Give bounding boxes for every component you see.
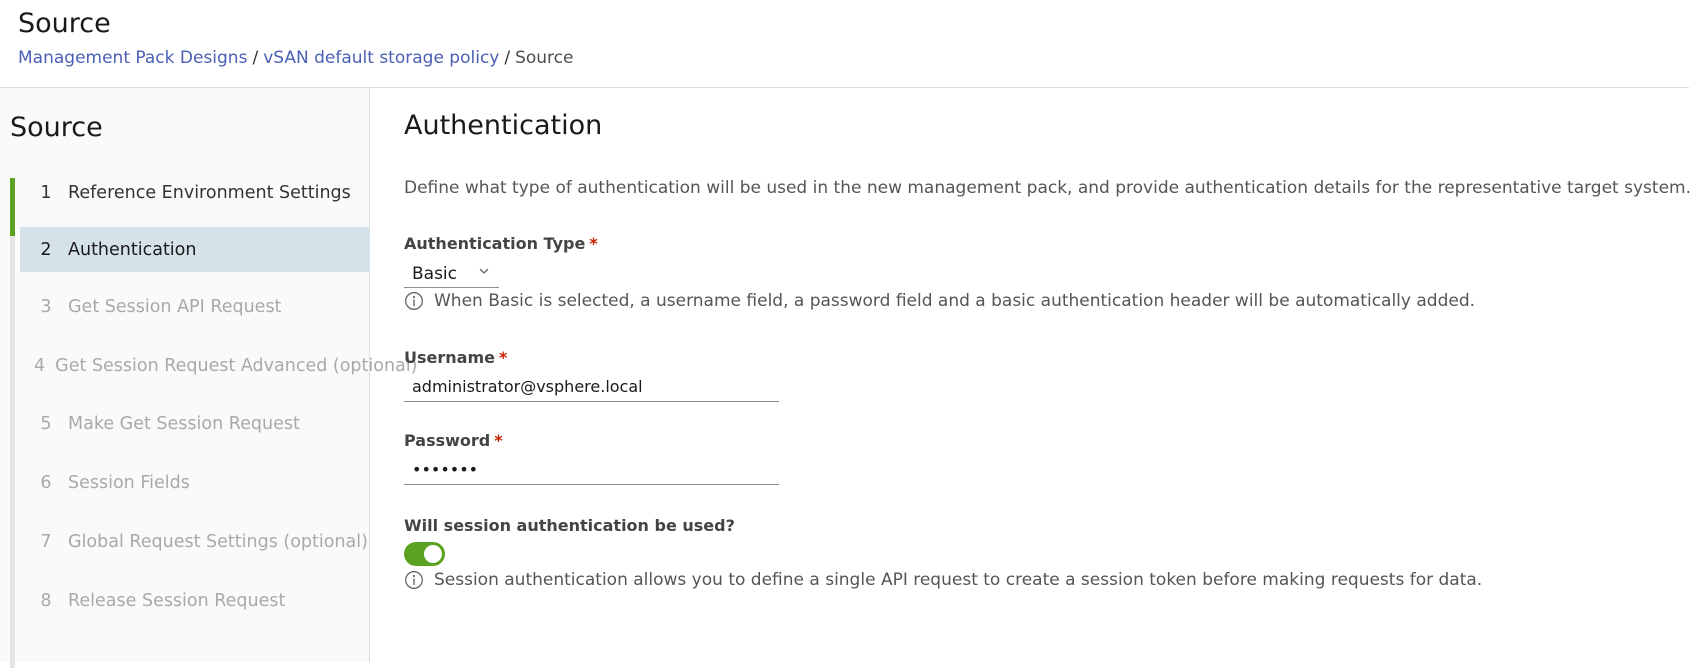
- step-get-session-request-advanced[interactable]: [20, 343, 418, 388]
- step-label: Session Fields: [68, 472, 190, 493]
- step-authentication[interactable]: [20, 227, 370, 272]
- breadcrumb-link-vsan-policy[interactable]: vSAN default storage policy: [263, 48, 500, 68]
- step-number: 7: [40, 531, 52, 552]
- auth-type-helper: [404, 291, 1475, 311]
- auth-type-helper-text: When Basic is selected, a username field, a password field and a basic authentication header will be automatically added.: [434, 291, 1476, 311]
- step-number: 5: [40, 413, 52, 434]
- step-number: 3: [40, 296, 52, 317]
- password-label-text: Password: [404, 431, 491, 450]
- page-title: Source: [18, 8, 111, 39]
- username-label-text: Username: [404, 348, 495, 367]
- step-number: 2: [40, 239, 52, 260]
- breadcrumb-current: Source: [515, 48, 574, 68]
- breadcrumb-link-management-pack-designs[interactable]: Management Pack Designs: [18, 48, 248, 68]
- password-input[interactable]: [404, 455, 779, 485]
- breadcrumb-separator: /: [252, 48, 259, 68]
- step-session-fields[interactable]: [20, 460, 370, 505]
- required-marker: *: [494, 431, 503, 450]
- auth-type-selected-value: Basic: [412, 263, 458, 284]
- section-title: Authentication: [404, 110, 603, 141]
- chevron-down-icon: [477, 264, 491, 278]
- step-get-session-api-request[interactable]: [20, 284, 370, 329]
- step-label: Get Session Request Advanced (optional): [55, 355, 418, 376]
- step-label: Global Request Settings (optional): [68, 531, 368, 552]
- breadcrumb-separator: /: [504, 48, 511, 68]
- wizard-sidebar: [0, 88, 418, 662]
- password-label: [404, 431, 503, 450]
- session-auth-toggle[interactable]: [404, 542, 445, 566]
- steps-progress-indicator: [10, 178, 15, 236]
- step-global-request-settings[interactable]: [20, 519, 370, 564]
- required-marker: *: [589, 234, 598, 253]
- step-label: Release Session Request: [68, 590, 286, 611]
- step-reference-environment-settings[interactable]: [20, 170, 370, 215]
- step-release-session-request[interactable]: [20, 578, 370, 623]
- section-description: Define what type of authentication will be used in the new management pack, and provide authentication details for the representative target system.: [404, 178, 1691, 198]
- steps-track: [10, 178, 15, 668]
- auth-type-select[interactable]: [404, 260, 499, 288]
- step-label: Authentication: [68, 239, 197, 260]
- username-label: [404, 348, 507, 367]
- auth-type-label-text: Authentication Type: [404, 234, 586, 253]
- auth-type-label: [404, 234, 598, 253]
- info-icon: [404, 570, 424, 590]
- step-number: 6: [40, 472, 52, 493]
- toggle-knob: [424, 545, 442, 563]
- step-label: Get Session API Request: [68, 296, 282, 317]
- breadcrumb: [18, 48, 573, 68]
- main-content: [371, 88, 1689, 662]
- step-number: 8: [40, 590, 52, 611]
- info-icon: [404, 291, 424, 311]
- session-auth-helper: [404, 570, 1482, 590]
- step-label: Make Get Session Request: [68, 413, 300, 434]
- step-make-get-session-request[interactable]: [20, 401, 370, 446]
- step-number: 1: [40, 182, 52, 203]
- session-auth-helper-text: Session authentication allows you to define a single API request to create a session token before making requests for data.: [434, 570, 1483, 590]
- sidebar-title: Source: [10, 112, 103, 143]
- step-label: Reference Environment Settings: [68, 182, 351, 203]
- username-input[interactable]: [404, 372, 779, 402]
- page-header: [0, 0, 1689, 88]
- session-auth-label: Will session authentication be used?: [404, 516, 735, 535]
- required-marker: *: [498, 348, 508, 367]
- step-number: 4: [34, 355, 46, 376]
